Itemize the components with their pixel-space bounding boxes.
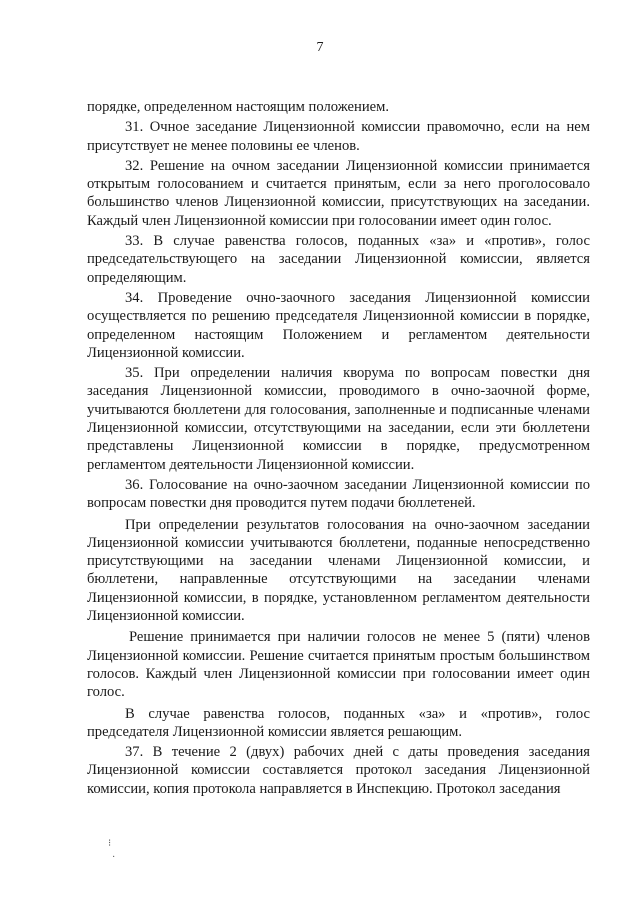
scan-artifact-mark: ⁝ — [108, 838, 112, 849]
paragraph-36-tie: В случае равенства голосов, поданных «за» и «против», голос председателя Лицензионной комиссии является решающим. — [87, 705, 590, 740]
page-number: 7 — [316, 40, 324, 55]
paragraph-37: 37. В течение 2 (двух) рабочих дней с даты проведения заседания Лицензионной комиссии составляется протокол заседания Лицензионной комиссии, копия протокола направляется в Инспекцию. Протокол заседания — [87, 744, 590, 797]
paragraph-31: 31. Очное заседание Лицензионной комиссии правомочно, если на нем присутствует не менее половины ее членов. — [87, 119, 590, 154]
paragraph-35: 35. При определении наличия кворума по вопросам повестки дня заседания Лицензионной комиссии, проводимого в очно-заочной форме, учитываются бюллетени для голосования, заполненные и подписанные членами Лицензионной комиссии, отсутствующими на заседании, если эти бюллетени представлены Лицензионной комиссии в порядке, предусмотренном регламентом деятельности Лицензионной комиссии. — [87, 365, 590, 473]
paragraph-32: 32. Решение на очном заседании Лицензионной комиссии принимается открытым голосованием и считается принятым, если за него проголосовало большинство членов Лицензионной комиссии, присутствующих на заседании. Каждый член Лицензионной комиссии при голосовании имеет один голос. — [87, 157, 590, 229]
document-body — [87, 98, 590, 798]
paragraph-36-decision: Решение принимается при наличии голосов не менее 5 (пяти) членов Лицензионной комиссии. Решение считается принятым простым большинством голосов. Каждый член Лицензионной комиссии при голосовании имеет один голос. — [87, 629, 590, 701]
paragraph-36: 36. Голосование на очно-заочном заседании Лицензионной комиссии по вопросам повестки дня проводится путем подачи бюллетеней. — [87, 476, 590, 512]
paragraph-continuation: порядке, определенном настоящим положением. — [87, 99, 390, 115]
paragraph-34: 34. Проведение очно-заочного заседания Лицензионной комиссии осуществляется по решению председателя Лицензионной комиссии в порядке, определенном настоящим Положением и регламентом деятельности Лицензионной комиссии. — [87, 289, 590, 361]
paragraph-33: 33. В случае равенства голосов, поданных «за» и «против», голос председательствующего на заседании Лицензионной комиссии, является определяющим. — [87, 233, 590, 286]
scan-artifact-mark-2: · — [112, 852, 116, 863]
paragraph-36-results: При определении результатов голосования на очно-заочном заседании Лицензионной комиссии учитываются бюллетени, поданные непосредственно присутствующими на заседании членами Лицензионной комиссии, и бюллетени, направленные отсутствующими на заседании членами Лицензионной комиссии, в порядке, установленном регламентом деятельности Лицензионной комиссии. — [87, 516, 590, 625]
